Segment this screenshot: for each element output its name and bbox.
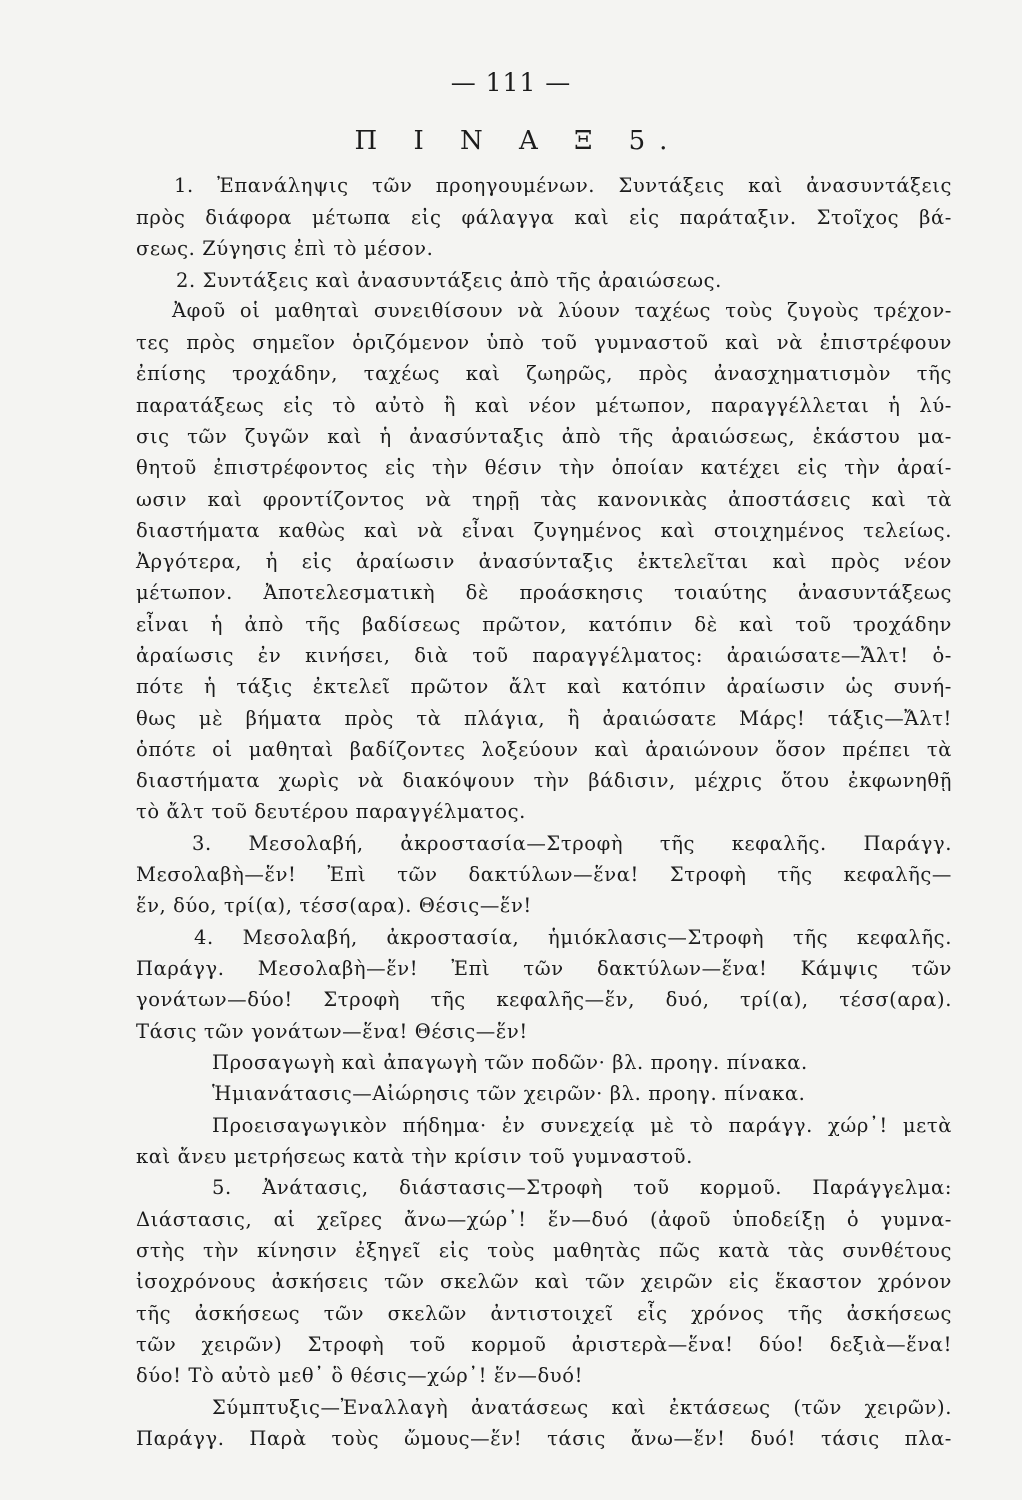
- text-line: σις τῶν ζυγῶν καὶ ἡ ἀνασύνταξις ἀπὸ τῆς ἀραιώσεως, ἑκάστου μα-: [136, 425, 952, 448]
- text-line: πρὸς διάφορα μέτωπα εἰς φάλαγγα καὶ εἰς παράταξιν. Στοῖχος βά-: [136, 206, 952, 229]
- text-line: 2. Συντάξεις καὶ ἀνασυντάξεις ἀπὸ τῆς ἀραιώσεως.: [176, 269, 722, 292]
- text-line: 3. Μεσολαβή, ἀκροστασία—Στροφὴ τῆς κεφαλῆς. Παράγγ.: [192, 832, 952, 855]
- text-line: ἀραίωσις ἐν κινήσει, διὰ τοῦ παραγγέλματος: ἀραιώσατε—Ἄλτ! ὁ-: [136, 644, 952, 667]
- text-line: μέτωπον. Ἀποτελεσματικὴ δὲ προάσκησις τοιαύτης ἀνασυντάξεως: [136, 581, 952, 604]
- text-line: τῆς ἀσκήσεως τῶν σκελῶν ἀντιστοιχεῖ εἷς χρόνος τῆς ἀσκήσεως: [136, 1302, 952, 1325]
- text-line: Τάσις τῶν γονάτων—ἕνα! Θέσις—ἕν!: [136, 1020, 528, 1043]
- text-line: Μεσολαβὴ—ἕν! Ἐπὶ τῶν δακτύλων—ἕνα! Στροφὴ τῆς κεφαλῆς—: [136, 863, 952, 886]
- table-title: Π Ι Ν Α Ξ 5.: [354, 126, 682, 156]
- text-line: ωσιν καὶ φροντίζοντος νὰ τηρῇ τὰς κανονικὰς ἀποστάσεις καὶ τὰ: [136, 488, 952, 511]
- text-line: Προεισαγωγικὸν πήδημα· ἐν συνεχείᾳ μὲ τὸ παράγγ. χώρ᾽! μετὰ: [212, 1114, 952, 1137]
- text-line: σεως. Ζύγησις ἐπὶ τὸ μέσον.: [136, 237, 434, 260]
- text-line: διαστήματα καθὼς καὶ νὰ εἶναι ζυγημένος καὶ στοιχημένος τελείως.: [136, 519, 952, 542]
- text-line: καὶ ἄνευ μετρήσεως κατὰ τὴν κρίσιν τοῦ γυμναστοῦ.: [136, 1145, 693, 1168]
- text-line: γονάτων—δύο! Στροφὴ τῆς κεφαλῆς—ἕν, δυό, τρί(α), τέσσ(αρα).: [136, 988, 952, 1011]
- text-line: Ἀφοῦ οἱ μαθηταὶ συνειθίσουν νὰ λύουν ταχέως τοὺς ζυγοὺς τρέχον-: [172, 299, 952, 322]
- text-line: Παράγγ. Παρὰ τοὺς ὤμους—ἕν! τάσις ἄνω—ἕν! δυό! τάσις πλα-: [136, 1427, 952, 1450]
- text-line: Ἀργότερα, ἡ εἰς ἀραίωσιν ἀνασύνταξις ἐκτελεῖται καὶ πρὸς νέον: [136, 550, 952, 573]
- text-line: διαστήματα χωρὶς νὰ διακόψουν τὴν βάδισιν, μέχρις ὅτου ἐκφωνηθῇ: [136, 769, 952, 792]
- page-number: — 111 —: [450, 68, 572, 97]
- text-line: ἕν, δύο, τρί(α), τέσσ(αρα). Θέσις—ἕν!: [136, 894, 532, 917]
- text-line: 4. Μεσολαβή, ἀκροστασία, ἡμιόκλασις—Στροφὴ τῆς κεφαλῆς.: [194, 926, 952, 949]
- text-line: Διάστασις, αἱ χεῖρες ἄνω—χώρ᾽! ἕν—δυό (ἀφοῦ ὑποδείξῃ ὁ γυμνα-: [136, 1208, 952, 1231]
- text-line: Σύμπτυξις—Ἐναλλαγὴ ἀνατάσεως καὶ ἐκτάσεως (τῶν χειρῶν).: [212, 1396, 952, 1419]
- text-line: εἶναι ἡ ἀπὸ τῆς βαδίσεως πρῶτον, κατόπιν δὲ καὶ τοῦ τροχάδην: [136, 613, 952, 636]
- text-line: πότε ἡ τάξις ἐκτελεῖ πρῶτον ἄλτ καὶ κατόπιν ἀραίωσιν ὡς συνή-: [136, 675, 952, 698]
- text-line: τῶν χειρῶν) Στροφὴ τοῦ κορμοῦ ἀριστερὰ—ἕνα! δύο! δεξιὰ—ἕνα!: [136, 1333, 952, 1356]
- text-line: τες πρὸς σημεῖον ὁριζόμενον ὑπὸ τοῦ γυμναστοῦ καὶ νὰ ἐπιστρέφουν: [136, 331, 952, 354]
- text-line: στὴς τὴν κίνησιν ἐξηγεῖ εἰς τοὺς μαθητὰς πῶς κατὰ τὰς συνθέτους: [136, 1239, 952, 1262]
- text-line: θως μὲ βήματα πρὸς τὰ πλάγια, ἢ ἀραιώσατε Μάρς! τάξις—Ἄλτ!: [136, 707, 952, 730]
- text-line: θητοῦ ἐπιστρέφοντος εἰς τὴν θέσιν τὴν ὁποίαν κατέχει εἰς τὴν ἀραί-: [136, 456, 952, 479]
- text-line: παρατάξεως εἰς τὸ αὐτὸ ἢ καὶ νέον μέτωπον, παραγγέλλεται ἡ λύ-: [136, 394, 952, 417]
- text-line: τὸ ἄλτ τοῦ δευτέρου παραγγέλματος.: [136, 800, 526, 823]
- text-line: Παράγγ. Μεσολαβὴ—ἕν! Ἐπὶ τῶν δακτύλων—ἕνα! Κάμψις τῶν: [136, 957, 952, 980]
- text-line: 5. Ἀνάτασις, διάστασις—Στροφὴ τοῦ κορμοῦ. Παράγγελμα:: [212, 1176, 952, 1199]
- text-line: Προσαγωγὴ καὶ ἀπαγωγὴ τῶν ποδῶν· βλ. προηγ. πίνακα.: [212, 1051, 808, 1074]
- body-text: [0, 170, 1022, 1470]
- text-line: 1. Ἐπανάληψις τῶν προηγουμένων. Συντάξεις καὶ ἀνασυντάξεις: [174, 174, 952, 197]
- text-line: Ἡμιανάτασις—Αἰώρησις τῶν χειρῶν· βλ. προηγ. πίνακα.: [212, 1082, 806, 1105]
- text-line: ἰσοχρόνους ἀσκήσεις τῶν σκελῶν καὶ τῶν χειρῶν εἰς ἕκαστον χρόνον: [136, 1270, 952, 1293]
- text-line: ὁπότε οἱ μαθηταὶ βαδίζοντες λοξεύουν καὶ ἀραιώνουν ὅσον πρέπει τὰ: [136, 738, 952, 761]
- text-line: δύο! Τὸ αὐτὸ μεθ᾽ ὃ θέσις—χώρ᾽! ἕν—δυό!: [136, 1364, 584, 1387]
- text-line: ἐπίσης τροχάδην, ταχέως καὶ ζωηρῶς, πρὸς ἀνασχηματισμὸν τῆς: [136, 362, 952, 385]
